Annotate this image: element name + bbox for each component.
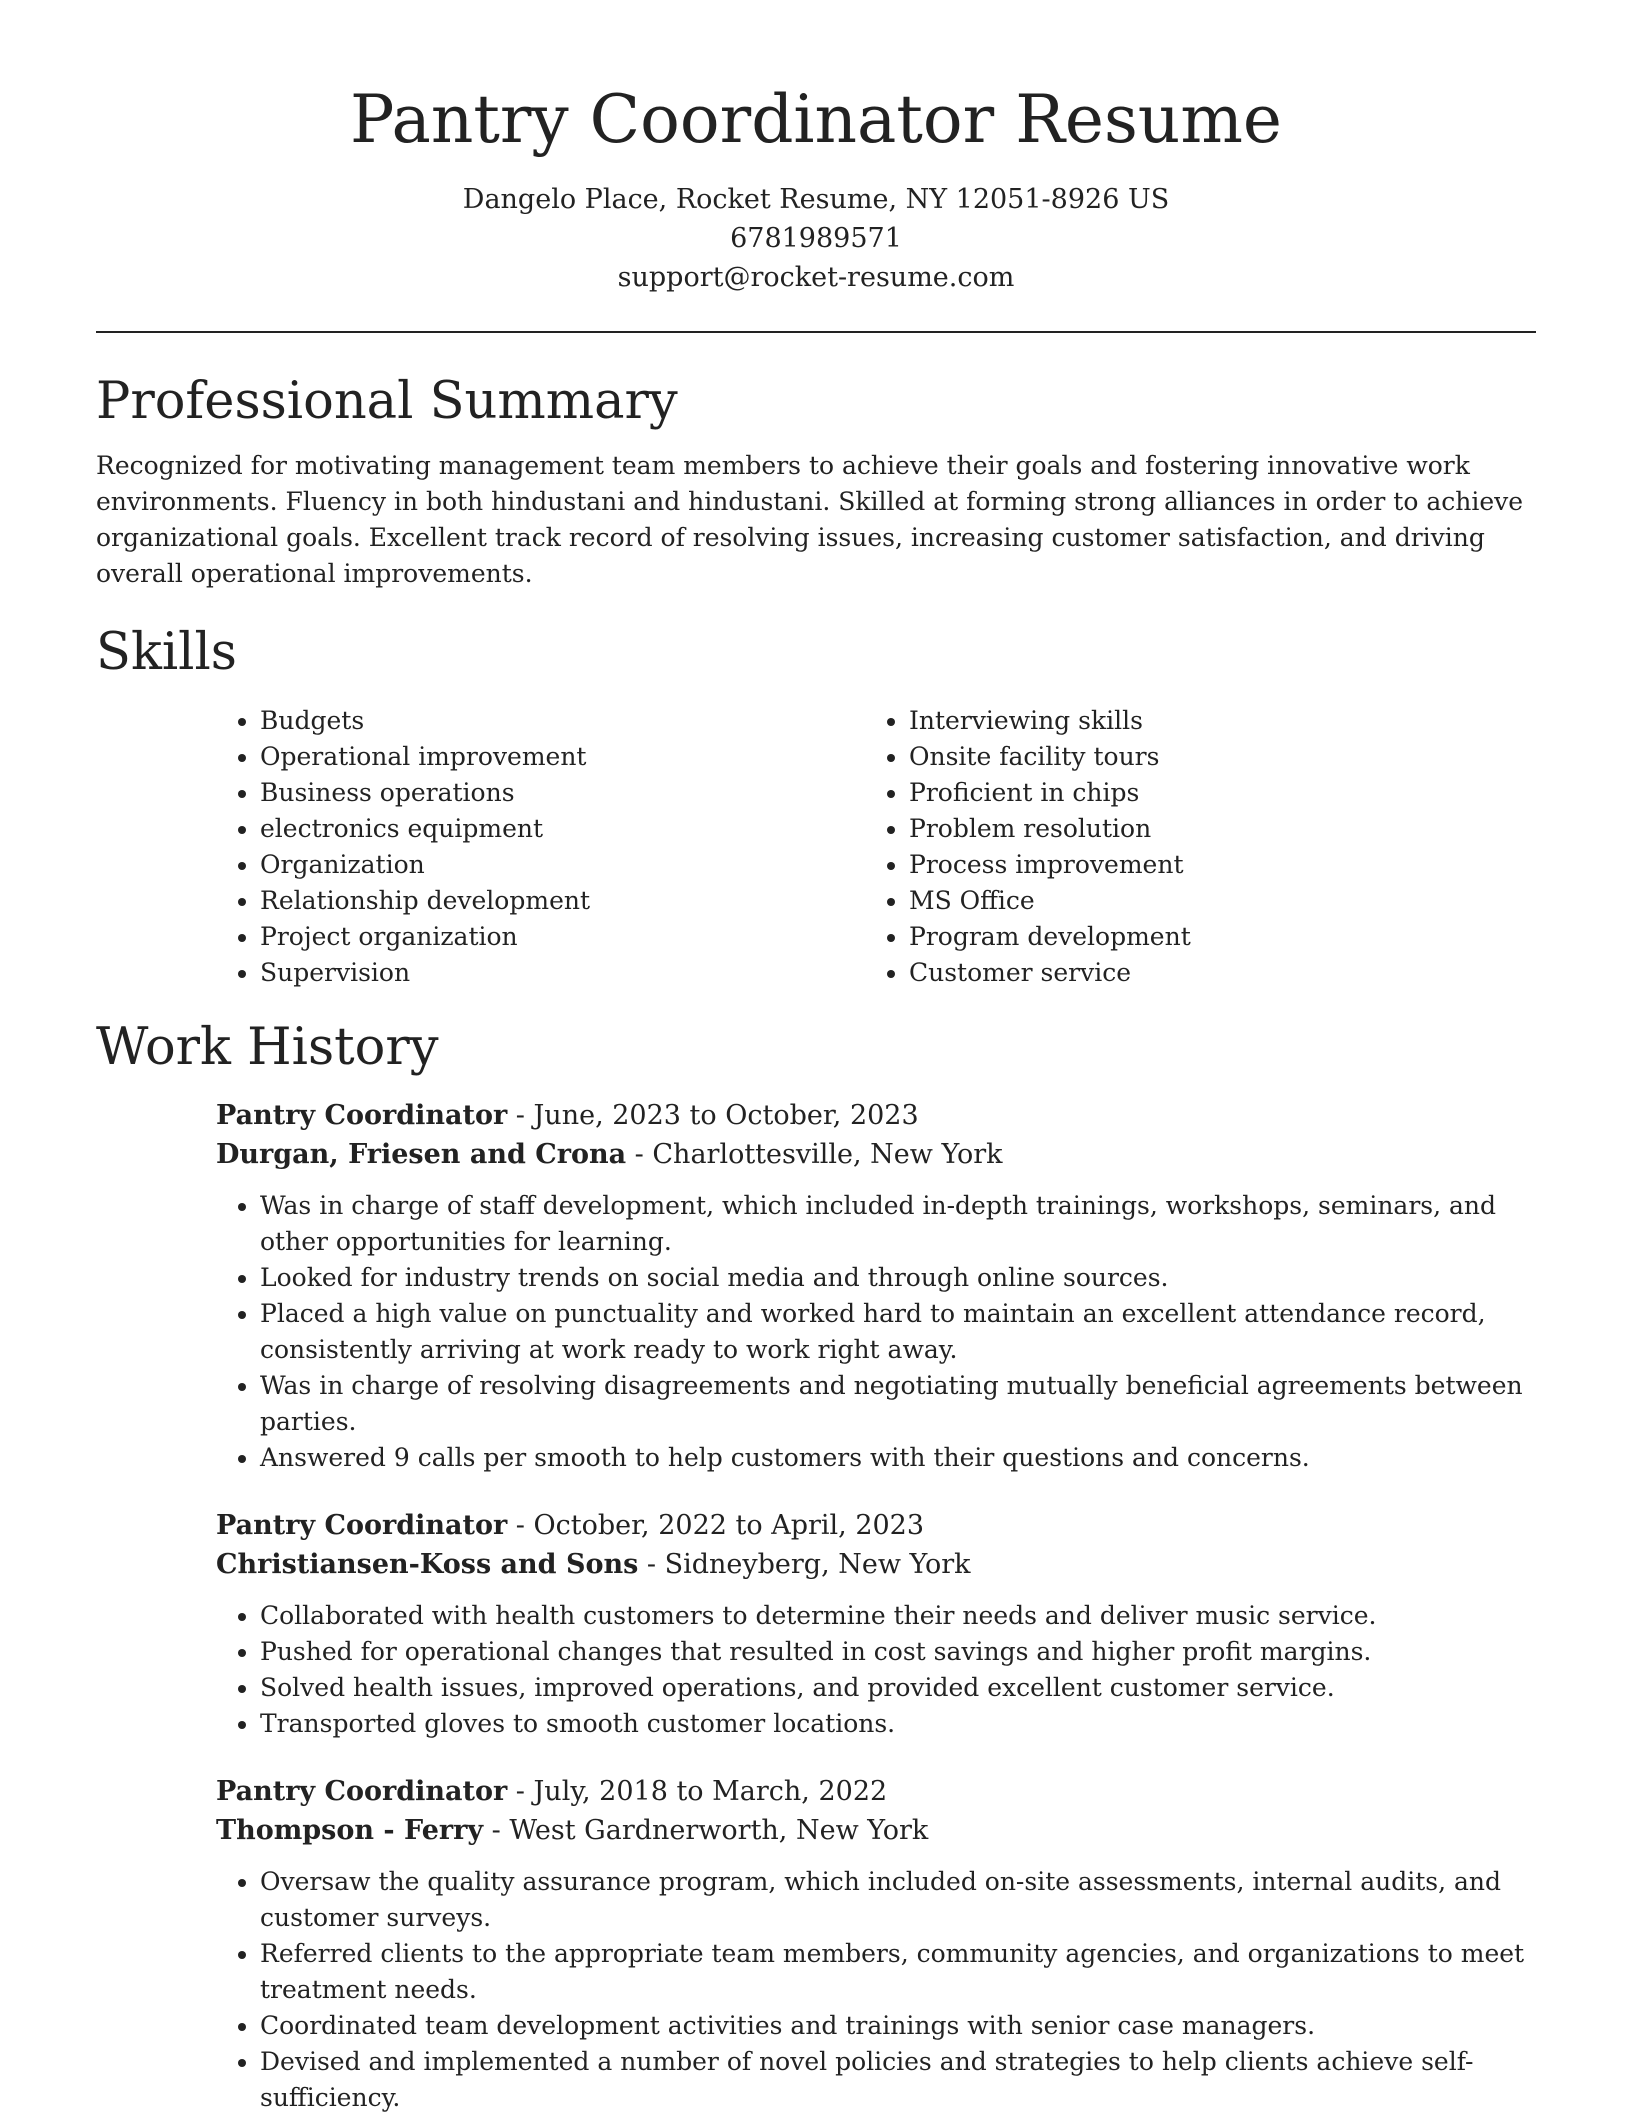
job-bullet: • Collaborated with health customers to determine their needs and deliver music service. — [260, 1598, 1536, 1634]
job-location: West Gardnerworth, New York — [509, 1815, 929, 1847]
job-bullet: • Coordinated team development activities and trainings with senior case managers. — [260, 2008, 1536, 2044]
contact-phone: 6781989571 — [730, 222, 902, 254]
skill-item: • Operational improvement — [260, 739, 865, 775]
job-bullet: • Solved health issues, improved operations, and provided excellent customer service. — [260, 1670, 1536, 1706]
job-entry — [216, 1772, 1536, 2116]
job-dates: July, 2018 to March, 2022 — [533, 1776, 888, 1808]
job-bullet: • Devised and implemented a number of novel policies and strategies to help clients achieve self-sufficiency. — [260, 2044, 1536, 2116]
job-bullet: • Was in charge of resolving disagreements and negotiating mutually beneficial agreements between parties. — [260, 1368, 1536, 1440]
skill-item: • Organization — [260, 847, 865, 883]
contact-address: Dangelo Place, Rocket Resume, NY 12051-8926 US — [462, 183, 1170, 215]
job-company: Thompson - Ferry — [216, 1815, 484, 1847]
job-bullets — [216, 1864, 1536, 2116]
job-title-line: Pantry Coordinator - July, 2018 to March, 2022 — [216, 1776, 888, 1808]
summary-heading: Professional Summary — [96, 371, 678, 431]
job-bullet: • Was in charge of staff development, which included in-depth trainings, workshops, seminars, and other opportunities for learning. — [260, 1188, 1536, 1260]
skill-item: • Interviewing skills — [909, 703, 1514, 739]
skill-item: • Budgets — [260, 703, 865, 739]
skill-item: • Relationship development — [260, 883, 865, 919]
contact-email: support@rocket-resume.com — [617, 261, 1015, 293]
resume-title: Pantry Coordinator Resume — [350, 81, 1282, 158]
skill-item: • Process improvement — [909, 847, 1514, 883]
skill-item: • MS Office — [909, 883, 1514, 919]
job-location: Charlottesville, New York — [652, 1139, 1003, 1171]
job-bullet: • Placed a high value on punctuality and worked hard to maintain an excellent attendance record, consistently arriving at work ready to work right away. — [260, 1296, 1536, 1368]
job-company-line: Durgan, Friesen and Crona - Charlottesville, New York — [216, 1139, 1003, 1171]
job-bullets — [216, 1188, 1536, 1476]
summary-text: Recognized for motivating management team members to achieve their goals and fostering innovative work environments. Fluency in both hindustani and hindustani. Skilled at forming strong alliances in order to achieve organizational goals. Excellent track record of resolving issues, increasing customer satisfaction, and driving overall operational improvements. — [96, 451, 1524, 589]
skill-item: • Project organization — [260, 919, 865, 955]
work-history-section — [96, 1017, 1536, 2116]
skills-section — [96, 622, 1536, 991]
job-company-line: Thompson - Ferry - West Gardnerworth, New York — [216, 1815, 929, 1847]
job-company-line: Christiansen-Koss and Sons - Sidneyberg, New York — [216, 1549, 971, 1581]
contact-info — [96, 180, 1536, 297]
job-bullet: • Transported gloves to smooth customer locations. — [260, 1706, 1536, 1742]
skills-heading: Skills — [96, 623, 237, 683]
job-entry — [216, 1506, 1536, 1742]
job-entry — [216, 1096, 1536, 1476]
skill-item: • Program development — [909, 919, 1514, 955]
job-bullet: • Looked for industry trends on social media and through online sources. — [260, 1260, 1536, 1296]
skill-item: • Problem resolution — [909, 811, 1514, 847]
job-bullet: • Answered 9 calls per smooth to help customers with their questions and concerns. — [260, 1440, 1536, 1476]
job-title: Pantry Coordinator — [216, 1776, 508, 1808]
skill-item: • Business operations — [260, 775, 865, 811]
job-company: Christiansen-Koss and Sons — [216, 1549, 639, 1581]
job-dates: June, 2023 to October, 2023 — [533, 1100, 919, 1132]
header-divider — [96, 331, 1536, 333]
summary-section — [96, 371, 1536, 592]
skill-item: • electronics equipment — [260, 811, 865, 847]
job-bullet: • Oversaw the quality assurance program, which included on-site assessments, internal audits, and customer surveys. — [260, 1864, 1536, 1936]
job-company: Durgan, Friesen and Crona — [216, 1139, 627, 1171]
job-title-line: Pantry Coordinator - October, 2022 to April, 2023 — [216, 1510, 925, 1542]
job-title-line: Pantry Coordinator - June, 2023 to October, 2023 — [216, 1100, 919, 1132]
job-title: Pantry Coordinator — [216, 1100, 508, 1132]
skill-item: • Proficient in chips — [909, 775, 1514, 811]
resume-header — [96, 0, 1536, 297]
job-bullet: • Pushed for operational changes that resulted in cost savings and higher profit margins. — [260, 1634, 1536, 1670]
work-history-heading: Work History — [96, 1018, 439, 1078]
skills-list-right — [865, 703, 1514, 991]
skill-item: • Customer service — [909, 955, 1514, 991]
skill-item: • Onsite facility tours — [909, 739, 1514, 775]
job-dates: October, 2022 to April, 2023 — [533, 1510, 925, 1542]
job-bullet: • Referred clients to the appropriate team members, community agencies, and organizations to meet treatment needs. — [260, 1936, 1536, 2008]
skills-columns — [216, 703, 1536, 991]
resume-page — [96, 0, 1536, 2116]
job-bullets — [216, 1598, 1536, 1742]
skills-list-left — [216, 703, 865, 991]
job-location: Sidneyberg, New York — [664, 1549, 971, 1581]
job-title: Pantry Coordinator — [216, 1510, 508, 1542]
skill-item: • Supervision — [260, 955, 865, 991]
